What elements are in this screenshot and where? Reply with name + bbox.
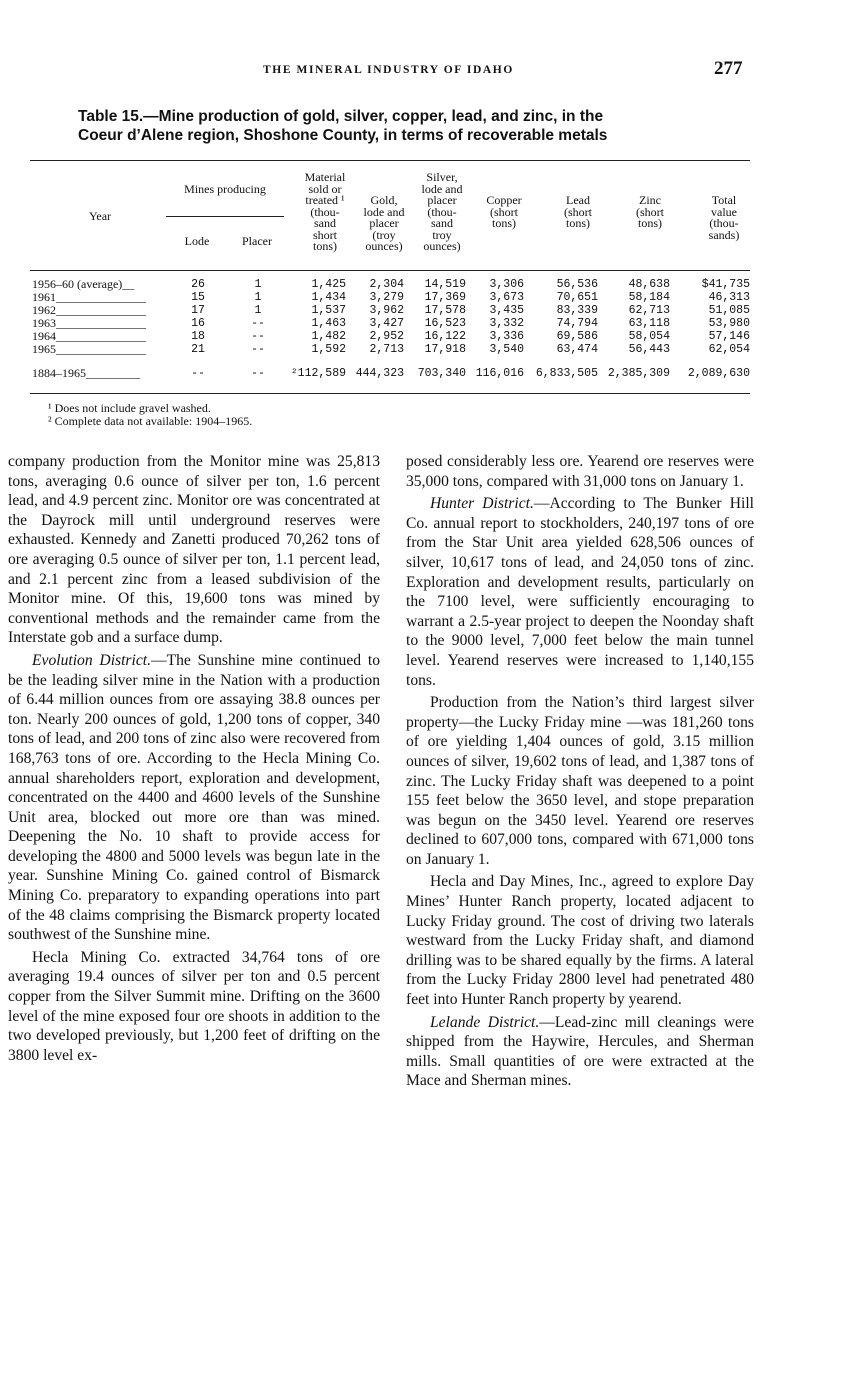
table-cell-lode: 16 [191,317,205,330]
table-cell-placer: 1 [254,304,262,317]
table-cell-silver: 16,523 [424,317,466,330]
header-material [290,172,360,253]
table-cell-silver: 17,578 [424,304,466,317]
table-cell-lode: 26 [191,278,205,291]
table-cell-lead: 56,536 [556,278,598,291]
table-cell-zinc: 63,118 [628,317,670,330]
header-mines-producing: Mines producing [184,182,266,196]
paragraph: Hecla and Day Mines, Inc., agreed to explore Day Mines’ Hunter Ranch property, located adjacent to Lucky Friday ground. The cost of driving two laterals westward from the Lucky Friday shaft, and diamond drilling was to be shared equally by the firms. A lateral from the Lucky Friday 2800 level had penetrated 480 feet into Hunter Ranch property by yearend. [406,873,754,1009]
header-total [694,195,754,241]
table-cell-lead: 69,586 [556,330,598,343]
table-cell-copper: 3,332 [489,317,524,330]
table-cell-year: 1961_______________ [32,290,146,304]
paragraph: posed considerably less ore. Yearend ore reserves were 35,000 tons, compared with 31,000 tons on January 1. [406,453,754,490]
district-heading: Evolution District. [32,651,151,669]
header-copper [474,195,534,230]
table-cell-lode: 18 [191,330,205,343]
header-zinc-line: Zinc [639,193,661,207]
table-title [78,107,738,145]
header-material-line: (thou- [310,204,340,219]
table-cell-placer: -- [251,330,265,343]
table-cell-total: 46,313 [708,291,750,304]
table-cell-lead: 63,474 [556,343,598,356]
table-cell-lead: 70,651 [556,291,598,304]
table-cell-year: 1964_______________ [32,329,146,343]
paragraph [406,494,754,690]
table-cell-total: 53,980 [708,317,750,330]
header-total-line: sands) [708,227,740,242]
table-cell-gold: 3,427 [369,317,404,330]
total-row-cell-copper: 116,016 [475,367,524,380]
table-cell-placer: 1 [254,291,262,304]
header-total-line: (thou- [709,216,739,230]
left-column [8,452,380,1068]
table-cell-total: 51,085 [708,304,750,317]
header-silver-line: sand [431,216,453,230]
table-cell-total: 62,054 [708,343,750,356]
header-silver-line: troy [432,227,452,242]
table-top-rule [30,160,750,161]
paragraph: Production from the Nation’s third largest silver property—the Lucky Friday mine —was 181,260 tons of ore yielding 1,404 ounces of gold, 3.15 million ounces of silver, 19,602 tons of lead, and 1,387 tons of zinc. The Lucky Friday shaft was deepened to a point 155 feet below the 3650 level, and stope preparation was begun on the 3450 level. Yearend ore reserves declined to 607,000 tons, compared with 671,000 tons on January 1. [406,694,754,868]
table-cell-lead: 83,339 [556,304,598,317]
table-cell-copper: 3,336 [489,330,524,343]
paragraph: Hecla Mining Co. extracted 34,764 tons of ore averaging 19.4 ounces of silver per ton and 0.5 percent copper from the Silver Summit mine. Drifting on the 3600 level of the mine exposed four ore shoots in addition to the two developed previously, but 1,200 feet of drifting on the 3800 level ex- [8,948,380,1064]
table-cell-gold: 3,279 [369,291,404,304]
total-row-cell-zinc: 2,385,309 [607,367,670,380]
table-cell-year: 1962_______________ [32,303,146,317]
table-cell-copper: 3,673 [489,291,524,304]
table-cell-lead: 74,794 [556,317,598,330]
table-cell-zinc: 58,184 [628,291,670,304]
footnote-1: ¹ Does not include gravel washed. [48,401,211,415]
header-silver-line: Silver, [426,170,458,184]
header-zinc-line: (short [636,204,664,219]
header-total-line: value [711,204,737,219]
header-material-line: Material [304,170,346,184]
table-cell-copper: 3,540 [489,343,524,356]
table-cell-silver: 14,519 [424,278,466,291]
paragraph: company production from the Monitor mine was 25,813 tons, averaging 0.6 ounce of silver per ton, 1.6 percent lead, and 4.9 percent zinc. Monitor ore was concentrated at the Dayrock mill until underground reserves were exhausted. Kennedy and Zanetti produced 70,262 tons of ore averaging 0.5 ounce of silver per ton, 1.1 percent lead, and 2.1 percent zinc from a leased subdivision of the Monitor mine. Of this, 19,600 tons was mined by conventional methods and the remainder came from the Interstate gob and a surface dump. [8,453,380,647]
header-gold [352,195,416,253]
table-cell-silver: 17,918 [424,343,466,356]
header-material-line: sold or [308,181,342,196]
table-cell-zinc: 62,713 [628,304,670,317]
table-cell-copper: 3,435 [489,304,524,317]
header-material-line: short [313,227,337,242]
table-cell-material: 1,592 [311,343,346,356]
running-head-title: THE MINERAL INDUSTRY OF IDAHO [263,64,514,76]
header-material-line: tons) [313,239,337,253]
table-cell-zinc: 48,638 [628,278,670,291]
paragraph-text: —Lead-zinc mill cleanings were shipped from the Haywire, Hercules, and Sherman mills. Small quantities of ore were extracted at the Mace and Sherman mines. [406,1013,754,1090]
table-cell-material: 1,434 [311,291,346,304]
total-row-cell-gold: 444,323 [355,367,404,380]
header-zinc [620,195,680,230]
mines-producing-rule [166,216,284,217]
table-cell-year: 1963_______________ [32,316,146,330]
total-row-cell-lode: -- [191,367,205,380]
table-bottom-rule [30,393,750,394]
header-year: Year [88,209,112,223]
header-lead-line: Lead [566,193,590,207]
total-row-cell-lead: 6,833,505 [535,367,598,380]
district-heading: Hunter District. [430,495,534,513]
district-heading: Lelande District. [430,1013,540,1031]
header-copper-line: tons) [492,216,516,230]
table-cell-copper: 3,306 [489,278,524,291]
table-cell-silver: 16,122 [424,330,466,343]
table-cell-material: 1,537 [311,304,346,317]
table-cell-silver: 17,369 [424,291,466,304]
table-cell-total: 57,146 [708,330,750,343]
page-number: 277 [714,58,743,79]
header-silver-line: ounces) [423,239,461,253]
header-gold-line: lode and [363,204,405,219]
header-material-line: treated ¹ [305,193,345,207]
header-copper-line: Copper [486,193,522,207]
table-cell-year: 1965_______________ [32,342,146,356]
table-title-line-1: Table 15.—Mine production of gold, silver, copper, lead, and zinc, in the [78,108,604,125]
total-row-cell-total: 2,089,630 [687,367,750,380]
total-row-cell-material: ²112,589 [290,367,346,380]
table-cell-gold: 2,304 [369,278,404,291]
table-cell-year: 1956–60 (average)__ [32,277,135,291]
right-column [406,452,754,1094]
table-cell-zinc: 58,054 [628,330,670,343]
total-row-cell-silver: 703,340 [417,367,466,380]
header-lode: Lode [184,234,210,248]
table-cell-zinc: 56,443 [628,343,670,356]
header-silver [408,172,476,253]
header-lead [546,195,610,230]
table-cell-placer: -- [251,343,265,356]
table-cell-gold: 2,952 [369,330,404,343]
total-row-cell-year: 1884–1965_________ [32,366,140,380]
table-cell-lode: 21 [191,343,205,356]
footnote-2: ² Complete data not available: 1904–1965. [48,414,253,428]
header-gold-line: (troy [372,227,396,242]
total-row-cell-placer: -- [251,367,265,380]
table-cell-placer: -- [251,317,265,330]
header-gold-line: placer [369,216,399,230]
table-cell-placer: 1 [254,278,262,291]
table-title-line-2: Coeur d’Alene region, Shoshone County, in terms of recoverable metals [78,127,608,144]
table-cell-gold: 3,962 [369,304,404,317]
header-copper-line: (short [490,204,518,219]
header-gold-line: ounces) [365,239,403,253]
header-total-line: Total [711,193,737,207]
header-zinc-line: tons) [638,216,662,230]
table-cell-material: 1,463 [311,317,346,330]
table-cell-lode: 17 [191,304,205,317]
header-lead-line: tons) [566,216,590,230]
header-silver-line: lode and [421,181,463,196]
table-cell-material: 1,425 [311,278,346,291]
paragraph-text: —The Sunshine mine continued to be the leading silver mine in the Nation with a production of 6.44 million ounces from ore assaying 38.8 ounces per ton. Nearly 200 ounces of gold, 1,200 tons of copper, 340 tons of lead, and 200 tons of zinc also were recovered from 168,763 tons of ore. According to the Hecla Mining Co. annual shareholders report, exploration and development, concentrated on the 4400 and 4600 levels of the Sunshine Unit area, blocked out more ore than was mined. Deepening the No. 10 shaft to provide access for developing the 4800 and 5000 levels was begun late in the year. Sunshine Mining Co. gained control of Bismarck Mining Co. preparatory to expanding operations into part of the 48 claims comprising the Bismarck property located southwest of the Sunshine mine. [8,651,380,944]
paragraph [406,1013,754,1091]
table-header-rule [30,270,750,271]
header-material-line: sand [314,216,336,230]
table-footnotes [48,402,252,428]
table-cell-lode: 15 [191,291,205,304]
header-silver-line: (thou- [427,204,457,219]
table-cell-gold: 2,713 [369,343,404,356]
header-gold-line: Gold, [370,193,398,207]
table-cell-material: 1,482 [311,330,346,343]
table-cell-total: $41,735 [701,278,750,291]
header-lead-line: (short [564,204,592,219]
paragraph-text: —According to The Bunker Hill Co. annual report to stockholders, 240,197 tons of ore from the Star Unit area yielded 628,506 ounces of silver, 10,617 tons of lead, and 24,050 tons of zinc. Exploration and development results, particularly on the 7100 level, were sufficiently encouraging to warrant a 2.5-year project to deepen the Noonday shaft to the 9000 level, 7,000 feet below the main tunnel level. Yearend reserves were increased to 1,140,155 tons. [406,495,755,689]
paragraph [8,651,380,945]
header-placer: Placer [242,234,272,248]
header-silver-line: placer [427,193,457,207]
